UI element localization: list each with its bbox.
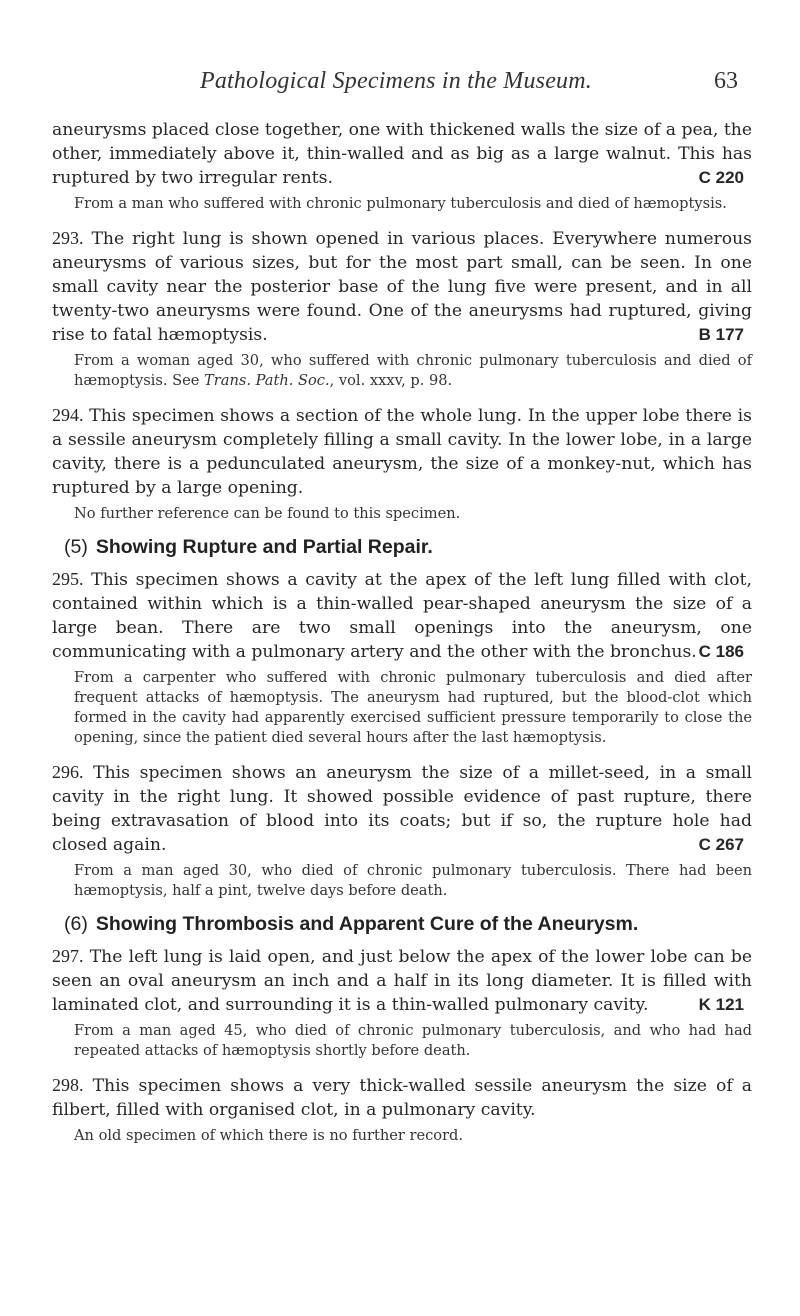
- entry-note: From a man who suffered with chronic pulmonary tuberculosis and died of hæmoptysis.: [74, 195, 727, 212]
- section-number: (6): [64, 913, 88, 935]
- entry-continuation: [52, 118, 752, 214]
- entry-note: From a man aged 30, who died of chronic pulmonary tuberculosis. There had been hæmoptysis, half a pint, twelve days before death.: [74, 862, 752, 899]
- section-title: Showing Thrombosis and Apparent Cure of the Aneurysm.: [95, 913, 639, 935]
- entry-text: This specimen shows a very thick-walled sessile aneurysm the size of a filbert, filled with organised clot, in a pulmonary cavity.: [52, 1076, 753, 1120]
- entry-text: aneurysms placed close together, one with thickened walls the size of a pea, the other, immediately above it, thin-walled and as big as a large walnut. This has ruptured by two irregular rents.: [52, 120, 752, 188]
- entry-text: This specimen shows an aneurysm the size of a millet-seed, in a small cavity in the right lung. It showed possible evidence of past rupture, there being extravasation of blood into its coats; but if so, the rupture hole had closed again.: [52, 763, 752, 855]
- page-number: 63: [714, 68, 738, 94]
- journal-reference: Trans. Path. Soc.: [204, 372, 330, 389]
- entry-297: [52, 944, 752, 1061]
- catalog-number: C 267: [698, 835, 744, 854]
- entry-296: [52, 760, 752, 901]
- catalog-number: C 186: [698, 642, 744, 661]
- entry-number: 296.: [52, 762, 84, 782]
- entry-number: 298.: [52, 1075, 84, 1095]
- entry-note: From a woman aged 30, who suffered with chronic pulmonary tuberculosis and died of hæmoptysis. See Trans. Path. Soc., vol. xxxv, p. 98.: [74, 352, 752, 389]
- entry-note: No further reference can be found to this specimen.: [74, 505, 461, 522]
- entry-295: [52, 567, 752, 748]
- catalog-number: C 220: [698, 168, 744, 187]
- entry-note: From a man aged 45, who died of chronic pulmonary tuberculosis, and who had had repeated attacks of hæmoptysis shortly before death.: [74, 1022, 752, 1059]
- entry-294: [52, 403, 752, 524]
- entry-298: [52, 1073, 752, 1146]
- section-heading-5: [64, 536, 752, 559]
- entry-number: 297.: [52, 946, 84, 966]
- section-heading-6: [64, 913, 752, 936]
- entry-text: This specimen shows a cavity at the apex of the left lung filled with clot, contained within which is a thin-walled pear-shaped aneurysm the size of a large bean. There are two small openings into the aneurysm, one communicating with a pulmonary artery and the other with the bronchus.: [52, 570, 752, 662]
- entry-text: The right lung is shown opened in various places. Everywhere numerous aneurysms of various sizes, but for the most part small, can be seen. In one small cavity near the posterior base of the lung five were present, and in all twenty-two aneurysms were found. One of the aneurysms had ruptured, giving rise to fatal hæmoptysis.: [52, 229, 752, 345]
- entry-number: 293.: [52, 228, 84, 248]
- section-title: Showing Rupture and Partial Repair.: [95, 536, 433, 558]
- entry-text: This specimen shows a section of the whole lung. In the upper lobe there is a sessile aneurysm completely filling a small cavity. In the lower lobe, in a large cavity, there is a pedunculated aneurysm, the size of a monkey-nut, which has ruptured by a large opening.: [52, 406, 752, 498]
- page-body: [52, 118, 752, 1158]
- running-title: Pathological Specimens in the Museum.: [200, 68, 592, 94]
- catalog-number: K 121: [698, 995, 744, 1014]
- entry-note: From a carpenter who suffered with chronic pulmonary tuberculosis and died after frequent attacks of hæmoptysis. The aneurysm had ruptured, but the blood-clot which formed in the cavity had apparently exercised sufficient pressure temporarily to close the opening, since the patient died several hours after the last hæmoptysis.: [74, 669, 752, 746]
- entry-293: [52, 226, 752, 391]
- entry-number: 294.: [52, 405, 84, 425]
- entry-number: 295.: [52, 569, 84, 589]
- catalog-number: B 177: [698, 325, 744, 344]
- section-number: (5): [64, 536, 88, 558]
- entry-note: An old specimen of which there is no further record.: [74, 1127, 464, 1144]
- entry-text: The left lung is laid open, and just below the apex of the lower lobe can be seen an oval aneurysm an inch and a half in its long diameter. It is filled with laminated clot, and surrounding it is a thin-walled pulmonary cavity.: [52, 947, 753, 1015]
